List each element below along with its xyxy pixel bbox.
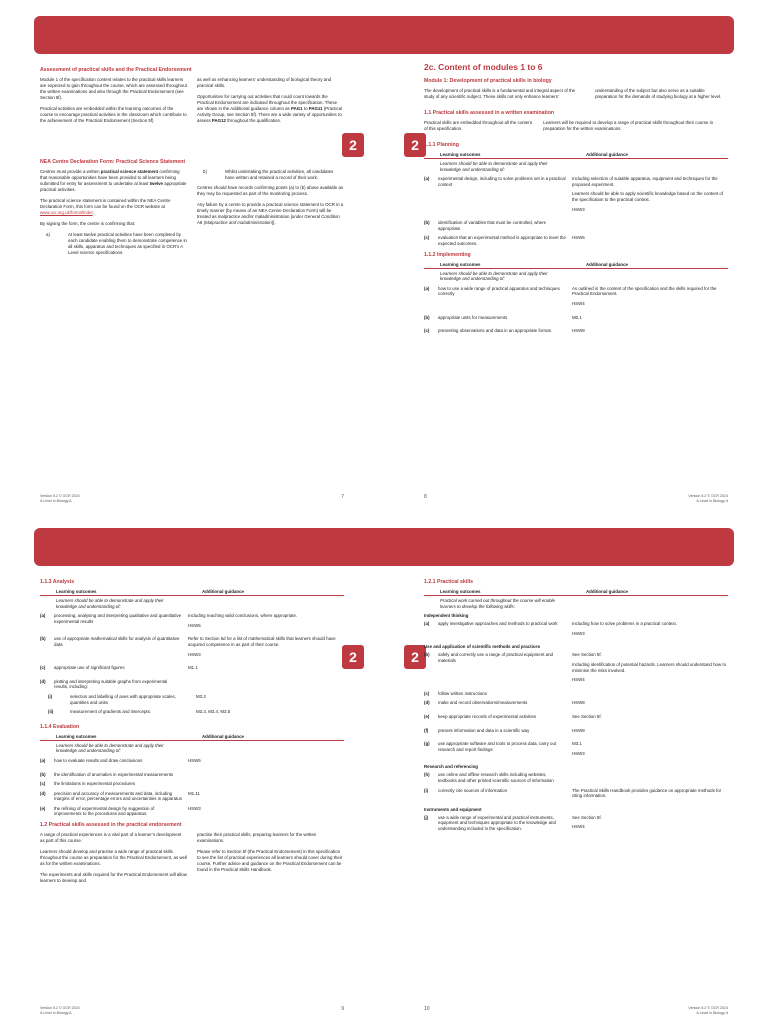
- table-row: [40, 772, 344, 778]
- table-row: [40, 665, 344, 675]
- guidance-text: Including how to solve problems in a practical context.: [572, 621, 677, 627]
- table-header: Learning outcomes Additional guidance: [424, 589, 728, 596]
- paragraph: as well as enhancing learners’ understanding of biological theory and practical skills.: [197, 77, 332, 88]
- item-key: (c): [40, 665, 46, 671]
- additional-guidance: [188, 791, 344, 802]
- table-row: [424, 176, 728, 216]
- table-row: [424, 328, 728, 338]
- page-10: [384, 512, 768, 1024]
- group-heading: Independent thinking: [424, 613, 469, 619]
- learning-outcome: make and record observations/measurements: [438, 700, 528, 706]
- table-row: [424, 728, 728, 738]
- guidance-text: M1.11: [188, 790, 200, 796]
- table-intro: Learners should be able to demonstrate and apply their knowledge and understanding of:: [440, 270, 548, 282]
- section-heading: Assessment of practical skills and the Practical Endorsement: [40, 67, 192, 73]
- table-intro: Learners should be able to demonstrate and apply their knowledge and understanding of:: [56, 742, 164, 754]
- additional-guidance: [572, 286, 728, 311]
- section-tab: 2: [404, 133, 426, 157]
- guidance-text: HSW4: [572, 677, 585, 683]
- header-banner: [34, 528, 384, 566]
- paragraph: Any failure by a centre to provide a practical science statement to OCR in a timely manner (by means of an NEA Centre Declaration Form) will be treated as malpractice and/or maladministration [under General Condition A8 (Malpractice and maladministration)].: [197, 202, 344, 225]
- additional-guidance: [188, 665, 344, 675]
- guidance-text: HSW3: [572, 750, 585, 756]
- learning-outcome: measurement of gradients and intercepts.: [70, 709, 152, 715]
- learning-outcome: appropriate units for measurements: [438, 314, 508, 320]
- guidance-text: Refer to Section 5d for a list of mathematical skills that learners should have acquired competence in as part of their course.: [188, 636, 336, 647]
- item-key: (g): [424, 741, 430, 747]
- table-row: [40, 613, 344, 632]
- section-heading: NEA Centre Declaration Form: Practical Science Statement: [40, 159, 186, 165]
- item-key: (i): [424, 787, 429, 793]
- item-key: (c): [40, 781, 46, 787]
- table-row: [424, 286, 728, 311]
- subsection-heading: 1.2.1 Practical skills: [424, 579, 474, 585]
- footer: Version 5.2 © OCR 2024 A Level in Biology A 7: [40, 494, 344, 503]
- additional-guidance: [188, 772, 344, 778]
- table-row: [424, 691, 728, 697]
- forms-finder-link[interactable]: www.ocr.org.uk/formsfinder: [40, 210, 93, 215]
- learning-outcome: processing, analysing and interpreting qualitative and quantitative experimental results: [54, 613, 182, 624]
- subsection-heading: 1.1.2 Implementing: [424, 251, 471, 258]
- item-key: (i): [48, 693, 53, 699]
- guidance-text: HSW3: [188, 651, 201, 657]
- section-heading: 1.2 Practical skills assessed in the practical endorsement: [40, 822, 182, 829]
- learning-outcome: safely and correctly use a range of practical equipment and materials: [438, 652, 553, 663]
- paragraph: The development of practical skills is a fundamental and integral aspect of the study of any scientific subject. These skills not only enhance learners’: [424, 88, 576, 99]
- item-key: (e): [424, 713, 430, 719]
- item-key: (a): [424, 621, 430, 627]
- footer: Version 5.2 © OCR 2024 A Level in Biology A 9: [40, 1006, 344, 1015]
- learning-outcome: appropriate use of significant figures: [54, 665, 125, 671]
- additional-guidance: [572, 772, 728, 783]
- page-title: 2c. Content of modules 1 to 6: [424, 62, 543, 72]
- item-key: (c): [424, 690, 430, 696]
- paragraph: understanding of the subject but also serve as a suitable preparation for the demands of studying biology at a higher level.: [595, 88, 722, 99]
- item-key: (b): [424, 220, 430, 226]
- page-9: [0, 512, 384, 1024]
- subsection-heading: 1.1.4 Evaluation: [40, 723, 80, 730]
- guidance-text: HSW6: [572, 235, 585, 241]
- additional-guidance: [572, 235, 728, 246]
- table-header: Learning outcomes Additional guidance: [40, 734, 344, 741]
- table-row: [424, 235, 728, 246]
- guidance-text: M3.1: [572, 741, 582, 747]
- table-row: [40, 806, 344, 817]
- guidance-text: As outlined in the content of the specification and the skills required for the Practical Endorsement.: [572, 285, 717, 297]
- guidance-text: See Section 5f.: [572, 652, 602, 658]
- additional-guidance: [572, 328, 728, 338]
- footer: Version 5.2 © OCR 2024 A Level in Biology A 8: [424, 494, 728, 503]
- additional-guidance: [572, 652, 728, 686]
- table-row: [424, 714, 728, 724]
- additional-guidance: [572, 728, 728, 738]
- paragraph: A range of practical experiences is a vital part of a learner’s development as part of this course.: [40, 832, 182, 844]
- learning-outcome: presenting observations and data in an appropriate format.: [438, 328, 552, 334]
- additional-guidance: [196, 709, 344, 719]
- additional-guidance: [572, 714, 728, 724]
- table-intro: Learners should be able to demonstrate and apply their knowledge and understanding of:: [56, 598, 164, 609]
- subsection-heading: 1.1.1 Planning: [424, 142, 459, 148]
- page-content: [40, 574, 344, 1002]
- paragraph: The experiments and skills required for the Practical Endorsement will allow learners to develop and: [40, 872, 187, 884]
- header-banner: [34, 16, 384, 54]
- item-key: (a): [40, 613, 46, 619]
- table-row: [424, 652, 728, 686]
- item-key: (f): [424, 727, 429, 733]
- guidance-text: See Section 5f.: [572, 814, 602, 820]
- paragraph: Opportunities for carrying out activities that could count towards the Practical Endorsement are indicated throughout the specification. These are shown in the Additional guidance column as PAG1 to PAG11 (Practical Activity Group, see Section 5f). There are a wide variety of opportunities to assess PAG12 throughout the qualification.: [197, 94, 343, 123]
- item-key: (h): [424, 772, 430, 778]
- item-key: (a): [40, 757, 46, 763]
- learning-outcome: use appropriate software and tools to process data, carry out research and report findings: [438, 741, 557, 752]
- learning-outcome: use a wide range of experimental and practical instruments, equipment and techniques appropriate to the knowledge and understanding included in the specification.: [438, 814, 556, 831]
- learning-outcome: correctly cite sources of information: [438, 787, 508, 793]
- item-key: (c): [424, 328, 430, 334]
- learning-outcome: use online and offline research skills including websites, textbooks and other printed scientific sources of information: [438, 772, 554, 783]
- guidance-text: Including selection of suitable apparatus, equipment and techniques for the proposed experiment.: [572, 176, 718, 187]
- guidance-text: M3.2: [196, 693, 206, 699]
- learning-outcome: keep appropriate records of experimental activities: [438, 713, 537, 719]
- additional-guidance: [188, 781, 344, 787]
- learning-outcome: how to use a wide range of practical apparatus and techniques correctly: [438, 285, 560, 297]
- table-row: [424, 815, 728, 834]
- table-row: [40, 781, 344, 787]
- page-8: [384, 0, 768, 512]
- list-item: a) At least twelve practical activities have been completed by each candidate enabling them to demonstrate competence in all skills, apparatus and techniques as specified in OCR’s A Level science specifications.: [46, 232, 187, 255]
- learning-outcome: follow written instructions: [438, 690, 487, 696]
- header-banner: [384, 528, 734, 566]
- item-key: (a): [424, 176, 430, 182]
- footer: Version 5.2 © OCR 2024 A Level in Biology A 10: [424, 1006, 728, 1015]
- section-tab: 2: [404, 645, 426, 669]
- table-header: Learning outcomes Additional guidance: [424, 152, 728, 159]
- section-tab: 2: [342, 133, 364, 157]
- learning-outcome: the identification of anomalies in experimental measurements: [54, 771, 174, 777]
- additional-guidance: [572, 815, 728, 834]
- table-row: [424, 741, 728, 760]
- table-row: [424, 315, 728, 325]
- paragraph: By signing the form, the centre is confirming that:: [40, 221, 136, 226]
- table-row: [40, 791, 344, 802]
- list-item: b) Whilst undertaking the practical activities, all candidates have written and retained a record of their work.: [203, 169, 334, 180]
- paragraph: Learners should develop and practise a wide range of practical skills throughout the course as preparation for the Practical Endorsement, as well as for the written examinations.: [40, 849, 187, 867]
- learning-outcome: the refining of experimental design by suggestion of improvements to the procedures and apparatus.: [54, 805, 155, 817]
- paragraph: Practical activities are embedded within the learning outcomes of the course to encourage practical activities in the classroom which contribute to the achievement of the Practical Endorsement (Section 5f): [40, 106, 187, 123]
- additional-guidance: [188, 679, 344, 690]
- paragraph: The practical science statement is contained within the NEA Centre Declaration Form, this form can be found on the OCR website at www.ocr.org.uk/formsfinder.: [40, 198, 171, 215]
- item-key: (b): [40, 636, 46, 642]
- guidance-text: HSW4: [572, 300, 585, 306]
- group-heading: Use and application of scientific methods and practices: [424, 644, 541, 650]
- section-tab: 2: [342, 645, 364, 669]
- guidance-text: M0.1: [572, 314, 582, 320]
- guidance-text: The Practical Skills Handbook provides guidance on appropriate methods for citing information.: [572, 787, 722, 799]
- guidance-text: HSW8: [572, 727, 585, 733]
- additional-guidance: [188, 613, 344, 632]
- table-row: [40, 709, 344, 719]
- table-row: [424, 788, 728, 803]
- additional-guidance: [188, 758, 344, 768]
- page-number: 7: [341, 494, 344, 500]
- additional-guidance: [196, 694, 344, 705]
- table-row: [424, 700, 728, 710]
- paragraph: Centres must provide a written practical science statement confirming that reasonable opportunities have been provided to all learners being submitted for entry for assessment to undertake at least twelve appropriate practical activities.: [40, 169, 187, 192]
- item-key: (ii): [48, 709, 54, 715]
- guidance-text: HSW5: [188, 622, 201, 628]
- table-row: [40, 679, 344, 690]
- subsection-heading: 1.1.3 Analysis: [40, 579, 75, 585]
- table-row: [424, 220, 728, 231]
- page-content: [424, 62, 728, 490]
- table-row: [40, 758, 344, 768]
- guidance-text: HSW6: [188, 757, 201, 763]
- learning-outcome: experimental design, including to solve problems set in a practical context: [438, 176, 566, 187]
- paragraph: Please refer to Section 5f (the Practical Endorsement) in this specification to see the list of practical experiences all learners should cover during their course. Further advice and guidance on the Practical Endorsement can be found in the Practical Skills Handbook.: [197, 849, 343, 873]
- page-content: [40, 62, 344, 490]
- table-row: [40, 694, 344, 705]
- additional-guidance: [188, 806, 344, 817]
- learning-outcome: how to evaluate results and draw conclusions: [54, 757, 143, 763]
- item-key: (j): [424, 814, 429, 820]
- additional-guidance: [572, 741, 728, 760]
- item-key: (d): [40, 790, 46, 796]
- additional-guidance: [188, 636, 344, 661]
- guidance-text: Including reaching valid conclusions, where appropriate.: [188, 613, 298, 619]
- page-number: 9: [341, 1006, 344, 1012]
- group-heading: Research and referencing: [424, 764, 478, 770]
- table-row: [40, 636, 344, 661]
- paragraph: Module 1 of the specification content relates to the practical skills learners are expected to gain throughout the course, which are assessed throughout the written examinations and also through the Practical Endorsement (see Section 5f).: [40, 77, 187, 100]
- table-header: Learning outcomes Additional guidance: [424, 262, 728, 269]
- learning-outcome: precision and accuracy of measurements and data, including margins of error, percentage errors and uncertainties in apparatus: [54, 790, 182, 802]
- guidance-text: HSW8: [572, 328, 585, 334]
- guidance-text: HSW3: [572, 630, 585, 636]
- item-key: (d): [40, 678, 46, 684]
- additional-guidance: [572, 315, 728, 325]
- learning-outcome: present information and data in a scientific way: [438, 727, 530, 733]
- table-row: [424, 621, 728, 640]
- item-key: (d): [424, 700, 430, 706]
- additional-guidance: [572, 700, 728, 710]
- paragraph: practise their practical skills, preparing learners for the written examinations.: [197, 832, 317, 844]
- item-key: (b): [424, 314, 430, 320]
- paragraph: Learners will be required to develop a range of practical skills throughout their course in preparation for the written examinations.: [543, 120, 714, 131]
- additional-guidance: [572, 691, 728, 697]
- item-key: (e): [40, 805, 46, 811]
- additional-guidance: [572, 788, 728, 803]
- table-intro: Learners should be able to demonstrate and apply their knowledge and understanding of:: [440, 161, 548, 172]
- header-banner: [384, 16, 734, 54]
- section-heading: 1.1 Practical skills assessed in a written examination: [424, 110, 555, 116]
- learning-outcome: use of appropriate mathematical skills for analysis of quantitative data: [54, 636, 180, 647]
- table-intro: Practical work carried out throughout the course will enable learners to develop the following skills:: [440, 598, 555, 609]
- learning-outcome: the limitations in experimental procedures: [54, 781, 136, 787]
- learning-outcome: evaluation that an experimental method is appropriate to meet the expected outcomes.: [438, 235, 566, 246]
- learning-outcome: plotting and interpreting suitable graphs from experimental results, including:: [54, 678, 168, 690]
- page-number: 10: [424, 1006, 430, 1012]
- additional-guidance: [572, 220, 728, 231]
- item-key: (a): [424, 285, 430, 291]
- learning-outcome: selection and labelling of axes with appropriate scales, quantities and units: [70, 693, 176, 705]
- group-heading: Instruments and equipment: [424, 806, 482, 812]
- guidance-text: M1.1: [188, 665, 198, 671]
- paragraph: Practical skills are embedded throughout all the content of this specification.: [424, 120, 532, 131]
- paragraph: Centres should have records confirming points (a) to (b) above available as they may be requested as part of the monitoring process.: [197, 185, 344, 196]
- item-key: (b): [424, 652, 430, 658]
- guidance-text: See Section 5f.: [572, 713, 602, 719]
- additional-guidance: [572, 621, 728, 640]
- learning-outcome: identification of variables that must be controlled, where appropriate: [438, 220, 547, 231]
- guidance-text: HSW4: [572, 824, 585, 830]
- guidance-text: HSW3: [188, 805, 201, 811]
- item-key: (b): [40, 771, 46, 777]
- additional-guidance: [572, 176, 728, 216]
- module-heading: Module 1: Development of practical skills in biology: [424, 78, 552, 84]
- table-row: [424, 772, 728, 783]
- guidance-text: HSW3: [572, 206, 585, 212]
- table-header: Learning outcomes Additional guidance: [40, 589, 344, 596]
- guidance-text: Learners should be able to apply scientific knowledge based on the content of the specification to the practical context.: [572, 191, 724, 202]
- learning-outcome: apply investigative approaches and methods to practical work: [438, 621, 558, 627]
- page-content: [424, 574, 728, 1002]
- guidance-text: HSW8: [572, 700, 585, 706]
- guidance-text: M3.3, M3.4, M3.5: [196, 709, 231, 715]
- item-key: (c): [424, 235, 430, 241]
- guidance-text: Including identification of potential hazards. Learners should understand how to minimise the risks involved.: [572, 661, 727, 673]
- page-number: 8: [424, 494, 427, 500]
- page-7: [0, 0, 384, 512]
